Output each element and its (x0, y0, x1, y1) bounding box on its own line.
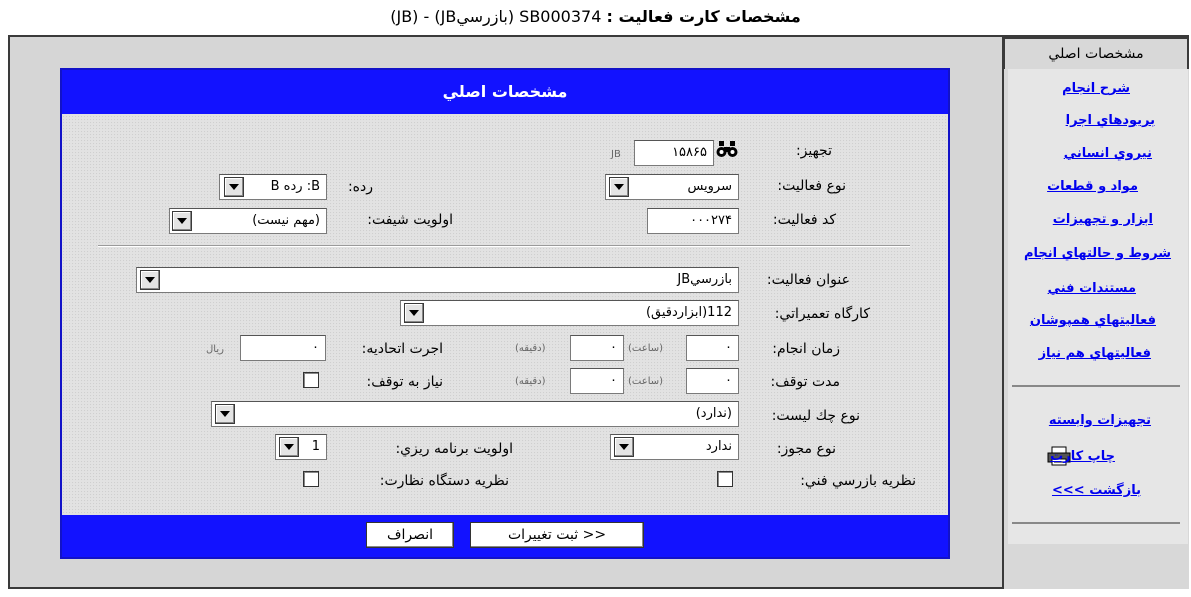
binoculars-icon[interactable] (716, 140, 738, 158)
permit-type-select[interactable]: ندارد (610, 434, 739, 460)
page-title-rest: SB000374 (بازرسيJB) - (JB) (390, 7, 607, 26)
panel-header: مشخصات اصلي (62, 70, 948, 114)
equipment-field[interactable]: ۱۵۸۶۵ (634, 140, 714, 166)
sidebar-link-co-required[interactable]: فعاليتهاي هم نياز (1038, 346, 1151, 361)
exec-time-minute-unit: (دقيقه) (515, 343, 546, 354)
activity-title-field[interactable]: بازرسيJB (136, 267, 739, 293)
grade-select[interactable]: B: رده B (219, 174, 327, 200)
stop-duration-minutes-field[interactable]: ۰ (570, 368, 624, 394)
tech-inspection-label: نظريه بازرسي فني: (800, 473, 916, 489)
stop-duration-hour-unit: (ساعت) (628, 376, 664, 387)
sidebar-link-periods[interactable]: بريودهاي اجرا (1065, 113, 1155, 128)
needs-stop-checkbox[interactable] (303, 372, 319, 388)
save-button[interactable]: << ثبت تغييرات (470, 522, 644, 548)
sidebar-separator-bottom (1012, 522, 1180, 524)
activity-type-label: نوع فعاليت: (777, 178, 846, 194)
sidebar-link-conditions[interactable]: شروط و حالتهاي انجام (1023, 246, 1171, 261)
sidebar-link-materials[interactable]: مواد و قطعات (1047, 179, 1138, 194)
sidebar-link-overlapping[interactable]: فعاليتهاي همپوشان (1029, 313, 1156, 328)
exec-time-label: زمان انجام: (772, 341, 840, 357)
sidebar-separator (1012, 385, 1180, 387)
activity-code-field[interactable]: ۰۰۰۲۷۴ (647, 208, 739, 234)
shift-priority-select[interactable]: (مهم نيست) (169, 208, 327, 234)
plan-priority-select[interactable]: 1 (275, 434, 327, 460)
activity-title-dropdown-arrow[interactable] (140, 270, 160, 290)
stop-duration-label: مدت توقف: (770, 374, 840, 390)
grade-dropdown-arrow[interactable] (224, 177, 244, 197)
sidebar-link-back[interactable]: بازگشت >>> (1051, 483, 1141, 498)
page-title-bold: مشخصات كارت فعاليت : (606, 7, 801, 26)
stop-duration-hours-field[interactable]: ۰ (686, 368, 739, 394)
checklist-type-label: نوع چك ليست: (771, 408, 860, 424)
contract-wage-field[interactable]: ۰ (240, 335, 326, 361)
workshop-dropdown-arrow[interactable] (404, 303, 424, 323)
sidebar-link-description[interactable]: شرح انجام (1062, 81, 1130, 96)
activity-type-select[interactable]: سرويس (605, 174, 739, 200)
sidebar-link-manpower[interactable]: نيروي انساني (1063, 146, 1152, 161)
permit-type-dropdown-arrow[interactable] (614, 437, 634, 457)
permit-type-label: نوع مجوز: (776, 441, 836, 457)
tab-main-specs[interactable]: مشخصات اصلي (1003, 37, 1189, 69)
exec-time-hour-unit: (ساعت) (628, 343, 664, 354)
shift-priority-dropdown-arrow[interactable] (172, 211, 192, 231)
sidebar-panel (1008, 69, 1188, 544)
exec-time-hours-field[interactable]: ۰ (686, 335, 739, 361)
activity-title-label: عنوان فعاليت: (766, 272, 850, 288)
exec-time-minutes-field[interactable]: ۰ (570, 335, 624, 361)
activity-type-dropdown-arrow[interactable] (609, 177, 629, 197)
supervision-label: نظريه دستگاه نظارت: (379, 473, 509, 489)
workshop-select[interactable]: 112(ابزاردقيق) (400, 300, 739, 326)
checklist-type-dropdown-arrow[interactable] (215, 404, 235, 424)
supervision-checkbox[interactable] (303, 471, 319, 487)
activity-code-label: كد فعاليت: (772, 212, 836, 228)
tech-inspection-checkbox[interactable] (717, 471, 733, 487)
needs-stop-label: نياز به توقف: (366, 374, 443, 390)
checklist-type-select[interactable]: (ندارد) (211, 401, 739, 427)
plan-priority-label: اولويت برنامه ريزي: (395, 441, 513, 457)
equipment-unit: JB (611, 149, 621, 160)
workshop-label: كارگاه تعميراتي: (774, 306, 870, 322)
contract-wage-label: اجرت اتحاديه: (361, 341, 443, 357)
plan-priority-dropdown-arrow[interactable] (279, 437, 299, 457)
sidebar-link-print-card[interactable]: چاپ كارت (1050, 449, 1115, 464)
cancel-button[interactable]: انصراف (366, 522, 454, 548)
sidebar-link-tools[interactable]: ابزار و تجهيزات (1052, 212, 1153, 227)
form-divider (98, 245, 910, 247)
page-title (0, 4, 1191, 30)
currency-unit: ريال (206, 344, 224, 355)
equipment-label: تجهيز: (795, 143, 832, 159)
sidebar-link-technical-docs[interactable]: مستندات فني (1047, 281, 1136, 296)
stop-duration-minute-unit: (دقيقه) (515, 376, 546, 387)
sidebar-link-related-equipment[interactable]: تجهيزات وابسته (1048, 413, 1151, 428)
shift-priority-label: اولويت شيفت: (367, 212, 453, 228)
grade-label: رده: (347, 179, 373, 195)
